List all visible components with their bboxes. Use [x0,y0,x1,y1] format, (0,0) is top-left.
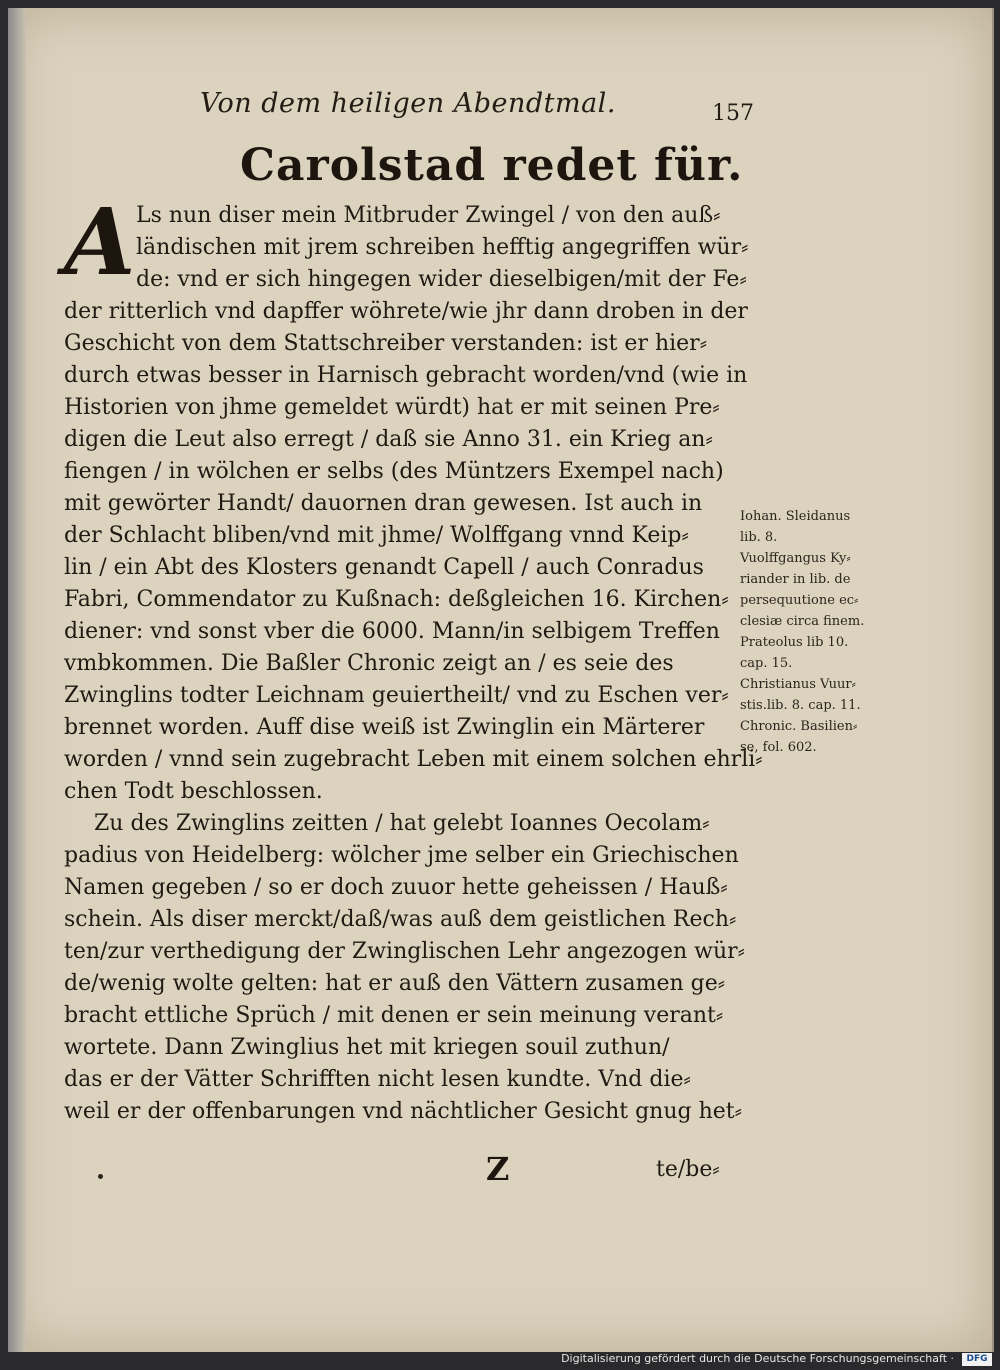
text-line: ländischen mit jrem schreiben hefftig angegriffen wür⸗ [136,235,749,260]
margin-note-line: persequutione ec⸗ [740,593,859,608]
text-line: der ritterlich vnd dapffer wöhrete/wie jhr dann droben in der [64,299,748,324]
text-line: fiengen / in wölchen er selbs (des Müntzers Exempel nach) [64,459,724,484]
text-line: chen Todt beschlossen. [64,779,323,804]
margin-note-line: riander in lib. de [740,572,851,587]
drop-cap-initial: A [64,188,136,296]
text-line: de/wenig wolte gelten: hat er auß den Vättern zusamen ge⸗ [64,971,726,996]
signature-mark: Z [486,1150,510,1188]
text-line: schein. Als diser merckt/daß/was auß dem geistlichen Rech⸗ [64,907,737,932]
margin-note-line: Vuolffgangus Ky⸗ [740,551,851,566]
text-line: digen die Leut also erregt / daß sie Anno 31. ein Krieg an⸗ [64,427,713,452]
text-line: der Schlacht bliben/vnd mit jhme/ Wolffgang vnnd Keip⸗ [64,523,689,548]
catchword: te/be⸗ [656,1157,720,1182]
margin-note-line: cap. 15. [740,656,793,671]
margin-note-line: Chronic. Basilien⸗ [740,719,858,734]
book-binding-edge [8,8,26,1352]
text-line: worden / vnnd sein zugebracht Leben mit einem solchen ehrli⸗ [64,747,763,772]
margin-note-line: Prateolus lib 10. [740,635,849,650]
text-line: wortete. Dann Zwinglius het mit kriegen souil zuthun/ [64,1035,670,1060]
text-line: Zwinglins todter Leichnam geuiertheilt/ vnd zu Eschen ver⸗ [64,683,729,708]
marginal-notes [740,506,910,758]
section-title: Carolstad redet für. [240,140,744,191]
text-line: Fabri, Commendator zu Kußnach: deßgleichen 16. Kirchen⸗ [64,587,729,612]
text-line: durch etwas besser in Harnisch gebracht worden/vnd (wie in [64,363,748,388]
text-line: das er der Vätter Schrifften nicht lesen kundte. Vnd die⸗ [64,1067,691,1092]
text-line: diener: vnd sonst vber die 6000. Mann/in selbigem Treffen [64,619,720,644]
margin-note-line: lib. 8. [740,530,778,545]
text-line: Namen gegeben / so er doch zuuor hette geheissen / Hauß⸗ [64,875,728,900]
margin-note-line: se, fol. 602. [740,740,817,755]
text-line: Historien von jhme gemeldet würdt) hat er mit seinen Pre⸗ [64,395,720,420]
text-line: vmbkommen. Die Baßler Chronic zeigt an / es seie des [64,651,674,676]
text-line: de: vnd er sich hingegen wider dieselbigen/mit der Fe⸗ [136,267,747,292]
running-head: Von dem heiligen Abendtmal. [200,88,616,119]
printer-mark-dot [98,1174,103,1179]
margin-note-line: Christianus Vuur⸗ [740,677,856,692]
margin-note-line: stis.lib. 8. cap. 11. [740,698,861,713]
text-line: lin / ein Abt des Klosters genandt Capell / auch Conradus [64,555,704,580]
margin-note-line: Iohan. Sleidanus [740,509,851,524]
text-line: brennet worden. Auff dise weiß ist Zwinglin ein Märterer [64,715,705,740]
text-line: weil er der offenbarungen vnd nächtlicher Gesicht gnug het⸗ [64,1099,742,1124]
text-line: Ls nun diser mein Mitbruder Zwingel / von den auß⸗ [136,203,721,228]
margin-note-line: clesiæ circa finem. [740,614,865,629]
text-line: bracht ettliche Sprüch / mit denen er sein meinung verant⸗ [64,1003,724,1028]
text-line: Geschicht von dem Stattschreiber verstanden: ist er hier⸗ [64,331,708,356]
text-line: mit gewörter Handt/ dauornen dran gewesen. Ist auch in [64,491,703,516]
footer-credit: Digitalisierung gefördert durch die Deutsche Forschungsgemeinschaft · [561,1352,954,1365]
dfg-logo[interactable]: DFG [962,1353,992,1366]
text-line: Zu des Zwinglins zeitten / hat gelebt Ioannes Oecolam⸗ [94,811,710,836]
text-line: ten/zur verthedigung der Zwinglischen Lehr angezogen wür⸗ [64,939,746,964]
text-line: padius von Heidelberg: wölcher jme selber ein Griechischen [64,843,739,868]
page-number: 157 [712,101,754,126]
